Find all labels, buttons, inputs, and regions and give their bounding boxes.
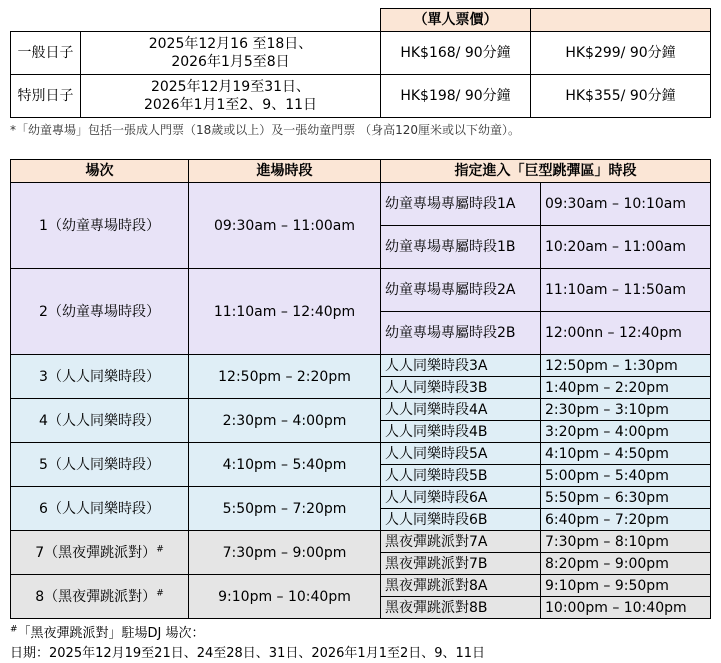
slot-name: 人人同樂時段5A [381,443,541,465]
price-single: HK$198/ 90分鐘 [381,75,531,118]
price-note: *「幼童專場」包括一張成人門票（18歲或以上）及一張幼童門票 （身高120厘米或以下幼童）。 [10,123,520,137]
header-entry: 進場時段 [189,160,381,183]
slot-name: 幼童專場專屬時段2A [381,269,541,312]
table-row [11,269,711,312]
slot-name: 幼童專場專屬時段2B [381,312,541,355]
slot-time: 2:30pm – 3:10pm [541,399,711,421]
session-label: 2（幼童專場時段） [11,269,189,355]
day-type: 一般日子 [11,32,81,75]
day-dates: 2025年12月16 至18日、 2026年1月5至8日 [81,32,381,75]
table-row [11,183,711,226]
slot-time: 10:00pm – 10:40pm [541,597,711,619]
slot-time: 7:30pm – 8:10pm [541,531,711,553]
party-note: #「黑夜彈跳派對」駐場DJ 場次： [10,624,205,641]
header-session: 場次 [11,160,189,183]
price-row [11,75,711,118]
entry-time: 7:30pm – 9:00pm [189,531,381,575]
entry-time: 5:50pm – 7:20pm [189,487,381,531]
slot-time: 10:20am – 11:00am [541,226,711,269]
schedule-table [10,159,711,619]
slot-name: 幼童專場專屬時段1B [381,226,541,269]
table-row [11,355,711,377]
session-label: 1（幼童專場時段） [11,183,189,269]
slot-name: 人人同樂時段5B [381,465,541,487]
table-row [11,399,711,421]
session-label: 4（人人同樂時段） [11,399,189,443]
slot-time: 9:10pm – 9:50pm [541,575,711,597]
slot-time: 8:20pm – 9:00pm [541,553,711,575]
price-row [11,32,711,75]
table-row [11,487,711,509]
day-dates: 2025年12月19至31日、 2026年1月1至2、9、11日 [81,75,381,118]
party-mark: # [156,587,164,598]
slot-name: 黑夜彈跳派對7B [381,553,541,575]
entry-time: 4:10pm – 5:40pm [189,443,381,487]
slot-name: 人人同樂時段4B [381,421,541,443]
slot-time: 11:10am – 11:50am [541,269,711,312]
table-row [11,575,711,597]
slot-time: 12:50pm – 1:30pm [541,355,711,377]
slot-time: 5:00pm – 5:40pm [541,465,711,487]
slot-name: 黑夜彈跳派對8A [381,575,541,597]
price-header-blank [11,9,381,32]
party-dates: 日期：2025年12月19至21日、24至28日、31日、2026年1月1至2日、9、11日 [10,646,486,661]
day-type: 特別日子 [11,75,81,118]
slot-name: 人人同樂時段3B [381,377,541,399]
price-header-empty [531,9,711,32]
session-label: 6（人人同樂時段） [11,487,189,531]
slot-name: 人人同樂時段4A [381,399,541,421]
slot-name: 人人同樂時段6A [381,487,541,509]
slot-name: 人人同樂時段3A [381,355,541,377]
session-label: 7（黑夜彈跳派對）# [11,531,189,575]
price-single: HK$168/ 90分鐘 [381,32,531,75]
slot-name: 黑夜彈跳派對8B [381,597,541,619]
slot-name: 人人同樂時段6B [381,509,541,531]
slot-time: 12:00nn – 12:40pm [541,312,711,355]
entry-time: 12:50pm – 2:20pm [189,355,381,399]
slot-time: 3:20pm – 4:00pm [541,421,711,443]
slot-time: 4:10pm – 4:50pm [541,443,711,465]
slot-name: 幼童專場專屬時段1A [381,183,541,226]
entry-time: 11:10am – 12:40pm [189,269,381,355]
price-table [10,8,711,118]
slot-time: 09:30am – 10:10am [541,183,711,226]
price-package: HK$355/ 90分鐘 [531,75,711,118]
price-package: HK$299/ 90分鐘 [531,32,711,75]
slot-time: 1:40pm – 2:20pm [541,377,711,399]
price-header: （單人票價） [381,9,531,32]
entry-time: 09:30am – 11:00am [189,183,381,269]
session-label: 3（人人同樂時段） [11,355,189,399]
entry-time: 2:30pm – 4:00pm [189,399,381,443]
slot-time: 5:50pm – 6:30pm [541,487,711,509]
session-label: 8（黑夜彈跳派對）# [11,575,189,619]
slot-time: 6:40pm – 7:20pm [541,509,711,531]
slot-name: 黑夜彈跳派對7A [381,531,541,553]
entry-time: 9:10pm – 10:40pm [189,575,381,619]
table-row [11,531,711,553]
party-mark: # [156,543,164,554]
table-row [11,443,711,465]
header-zone: 指定進入「巨型跳彈區」時段 [381,160,711,183]
session-label: 5（人人同樂時段） [11,443,189,487]
